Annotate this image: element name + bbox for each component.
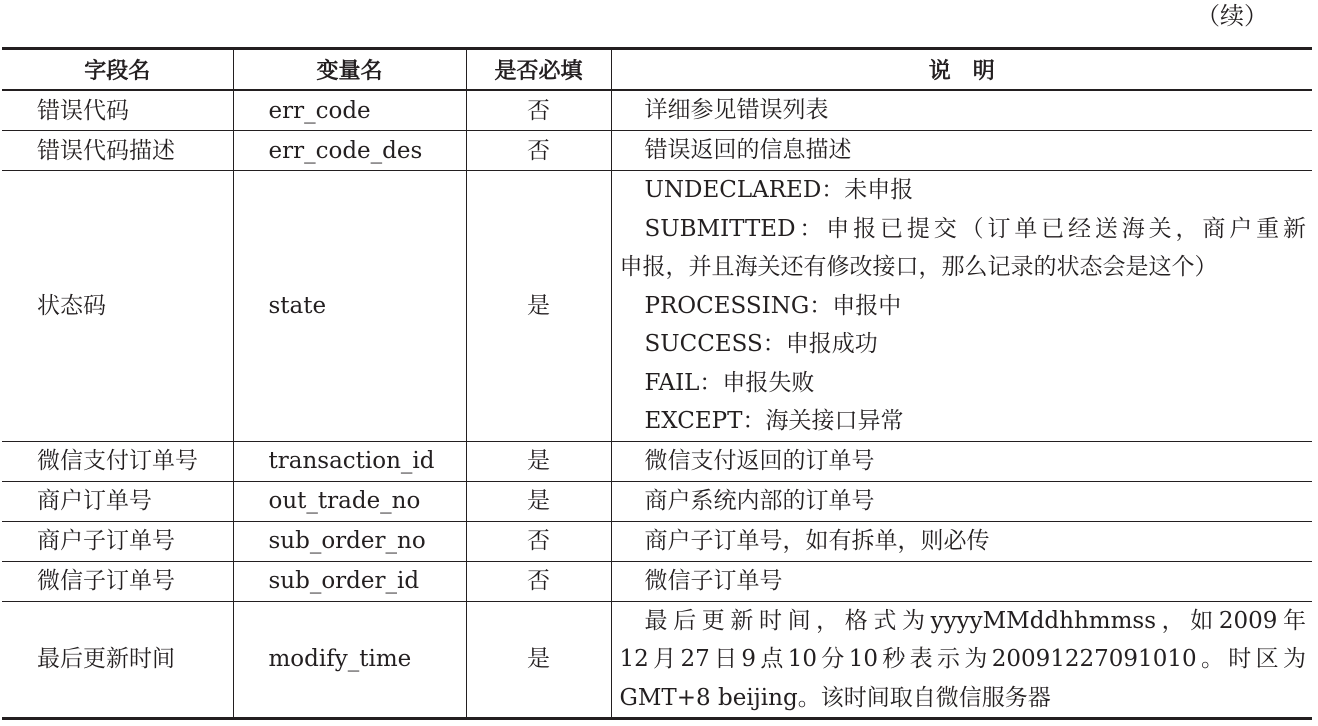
variable-name-cell: out_trade_no	[233, 481, 466, 521]
header-required: 是否必填	[466, 49, 611, 91]
description-line: 申报，并且海关还有修改接口，那么记录的状态会是这个）	[619, 254, 1218, 280]
table-row	[2, 601, 1312, 719]
required-cell: 否	[466, 521, 611, 561]
description-line: 最后更新时间，格式为yyyyMMddhhmmss，如2009年	[644, 607, 1306, 634]
description-cell	[611, 481, 1312, 521]
table-row	[2, 171, 1312, 442]
required-cell: 是	[466, 441, 611, 481]
field-name-cell: 微信支付订单号	[2, 441, 233, 481]
description-cell	[611, 561, 1312, 601]
required-cell: 是	[466, 481, 611, 521]
description-line: FAIL：申报失败	[644, 369, 815, 396]
header-field-name: 字段名	[2, 49, 233, 91]
description-line: GMT+8 beijing。该时间取自微信服务器	[619, 684, 1051, 711]
required-cell: 是	[466, 601, 611, 719]
variable-name-cell: sub_order_no	[233, 521, 466, 561]
variable-name-cell: sub_order_id	[233, 561, 466, 601]
table-row	[2, 131, 1312, 171]
description-line: 微信子订单号	[644, 567, 783, 594]
variable-name-cell: transaction_id	[233, 441, 466, 481]
required-cell: 否	[466, 561, 611, 601]
table-row	[2, 561, 1312, 601]
description-cell	[611, 171, 1312, 442]
description-cell	[611, 131, 1312, 171]
variable-name-cell: err_code	[233, 90, 466, 131]
description-line: SUBMITTED：申报已提交（订单已经送海关，商户重新	[644, 215, 1306, 242]
variable-name-cell: state	[233, 171, 466, 442]
description-cell	[611, 601, 1312, 719]
header-description: 说 明	[611, 49, 1312, 91]
description-line: 商户子订单号，如有拆单，则必传	[644, 527, 990, 554]
description-line: SUCCESS：申报成功	[644, 331, 878, 357]
variable-name-cell: modify_time	[233, 601, 466, 719]
fields-table	[2, 47, 1312, 720]
field-name-cell: 微信子订单号	[2, 561, 233, 601]
continued-label: （续）	[1196, 2, 1268, 30]
field-name-cell: 状态码	[2, 171, 233, 442]
required-cell: 是	[466, 171, 611, 442]
table-row	[2, 441, 1312, 481]
description-line: 微信支付返回的订单号	[644, 447, 875, 474]
description-line: 商户系统内部的订单号	[644, 487, 875, 514]
header-variable-name: 变量名	[233, 49, 466, 91]
description-line: PROCESSING：申报中	[644, 292, 902, 319]
field-name-cell: 最后更新时间	[2, 601, 233, 719]
field-name-cell: 商户订单号	[2, 481, 233, 521]
required-cell: 否	[466, 90, 611, 131]
table-row	[2, 521, 1312, 561]
variable-name-cell: err_code_des	[233, 131, 466, 171]
description-cell	[611, 521, 1312, 561]
field-name-cell: 错误代码描述	[2, 131, 233, 171]
description-line: UNDECLARED：未申报	[644, 177, 914, 203]
table-header-row	[2, 49, 1312, 91]
table-row	[2, 481, 1312, 521]
description-line: EXCEPT：海关接口异常	[644, 408, 904, 434]
description-line: 错误返回的信息描述	[644, 137, 852, 164]
description-cell	[611, 441, 1312, 481]
field-name-cell: 商户子订单号	[2, 521, 233, 561]
description-line: 12月27日9点10分10秒表示为20091227091010。时区为	[619, 646, 1306, 672]
field-name-cell: 错误代码	[2, 90, 233, 131]
description-cell	[611, 90, 1312, 131]
table-row	[2, 90, 1312, 131]
description-line: 详细参见错误列表	[644, 97, 829, 124]
required-cell: 否	[466, 131, 611, 171]
